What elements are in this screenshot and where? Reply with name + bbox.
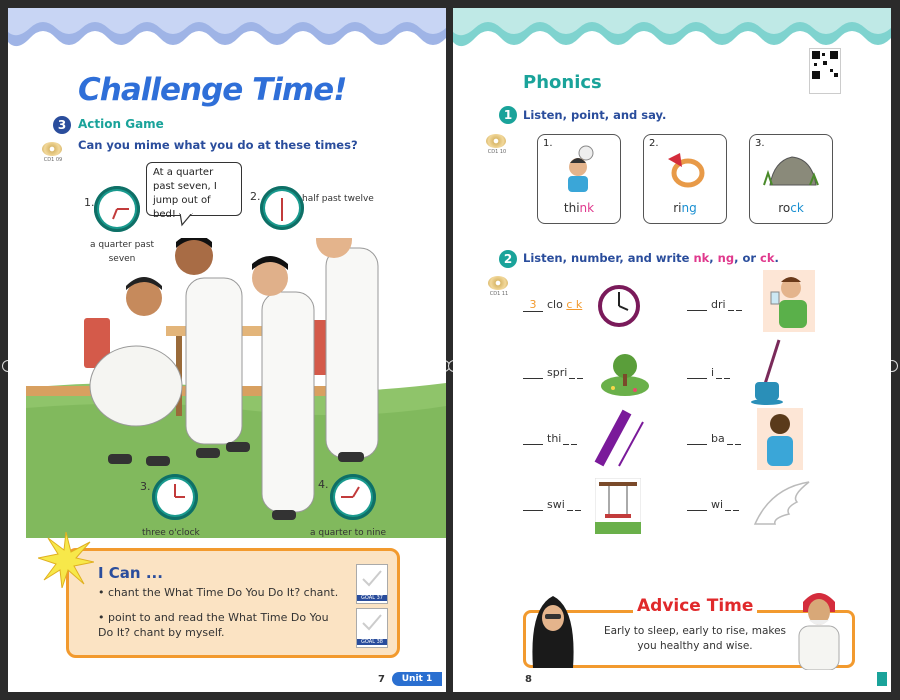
classroom-illustration <box>26 238 446 538</box>
ican-item-1 <box>98 586 348 599</box>
page-corner-marker <box>877 672 887 686</box>
woman-character-icon <box>523 588 583 668</box>
ican-item-1-text: chant the What Time Do You Do It? chant. <box>108 586 339 599</box>
advice-title: Advice Time <box>633 596 757 616</box>
page-title: Phonics <box>523 72 602 93</box>
ex1-number-badge: 1 <box>499 106 517 124</box>
answer-number: 3 <box>523 298 543 312</box>
phonics-card-rock[interactable] <box>749 134 833 224</box>
clock-1-label: a quarter past seven <box>89 240 155 264</box>
goal-38-checkbox[interactable] <box>356 608 388 648</box>
ex2-instruction: Listen, number, and write nk, ng, or ck. <box>523 251 779 265</box>
ink-bottle-picture <box>749 338 789 406</box>
card-word: rock <box>778 201 804 215</box>
audio-cd-icon[interactable]: CD1 11 <box>488 276 510 300</box>
clock-4-icon <box>330 474 376 520</box>
unit-label: Unit 1 <box>392 672 442 686</box>
page-number-left: 7 <box>378 674 385 685</box>
phonics-card-think[interactable] <box>537 134 621 224</box>
boy-drinking-picture <box>763 270 815 332</box>
clock-4-label: a quarter to nine <box>310 528 386 538</box>
spring-scene-picture <box>599 348 651 398</box>
card-number: 3. <box>755 138 765 149</box>
ican-item-2-text: point to and read the What Time Do You Do It? chant by myself. <box>98 611 329 639</box>
advice-text: Early to sleep, early to rise, makes you healthy and wise. <box>603 625 787 652</box>
boy-back-picture <box>757 408 803 470</box>
word-stem: spri <box>547 366 568 379</box>
clock-2-label: half past twelve <box>302 194 374 204</box>
exercise-row-clock[interactable] <box>523 298 582 312</box>
section-title: Action Game <box>78 117 164 131</box>
ican-title: I Can ... <box>98 564 163 582</box>
qr-code-icon[interactable] <box>809 48 841 94</box>
ican-item-2 <box>98 610 346 640</box>
clock-picture <box>598 284 640 328</box>
word-stem: ba <box>711 432 725 445</box>
exercise-row-drink[interactable] <box>687 298 742 311</box>
speech-bubble-tail <box>178 213 194 227</box>
ring-icon <box>662 149 708 189</box>
word-stem: dri <box>711 298 726 311</box>
answer-letters: c k <box>566 298 583 311</box>
word-stem: wi <box>711 498 724 511</box>
ex2-number-badge: 2 <box>499 250 517 268</box>
header-wave <box>8 8 446 58</box>
word-stem: thi <box>547 432 562 445</box>
word-stem: clo <box>547 298 563 311</box>
goal-37-checkbox[interactable] <box>356 564 388 604</box>
goal-38-label: GOAL 38 <box>357 639 387 645</box>
thinking-boy-icon <box>560 145 600 193</box>
exercise-row-swing[interactable] <box>523 498 581 511</box>
ex1-instruction: Listen, point, and say. <box>523 108 667 122</box>
exercise-row-thin[interactable] <box>523 432 577 445</box>
clock-4-number: 4. <box>318 478 329 491</box>
bullet: • <box>98 586 105 599</box>
audio-cd-icon[interactable]: CD1 10 <box>486 134 508 158</box>
wing-picture <box>751 478 813 534</box>
rock-icon <box>762 149 820 189</box>
clock-3-icon <box>152 474 198 520</box>
man-character-icon <box>789 582 849 670</box>
card-word: think <box>563 201 595 215</box>
clock-3-number: 3. <box>140 480 151 493</box>
goal-37-label: GOAL 37 <box>357 595 387 601</box>
speech-bubble <box>146 162 242 220</box>
card-number: 1. <box>543 138 553 149</box>
clock-3-label: three o'clock <box>142 528 200 538</box>
phonics-card-ring[interactable] <box>643 134 727 224</box>
bullet: • <box>98 611 105 624</box>
exercise-row-wing[interactable] <box>687 498 739 511</box>
thick-and-thin-lines-picture <box>589 408 645 470</box>
section-number-badge: 3 <box>53 116 71 134</box>
exercise-row-back[interactable] <box>687 432 741 445</box>
swing-picture <box>595 478 641 534</box>
word-stem: i <box>711 366 715 379</box>
clock-1-icon <box>94 186 140 232</box>
page-title: Challenge Time! <box>78 72 347 108</box>
sun-burst-icon <box>38 532 94 588</box>
mime-question: Can you mime what you do at these times? <box>78 138 358 152</box>
card-number: 2. <box>649 138 659 149</box>
speech-bubble-text: At a quarter past seven, I jump out of bed! <box>153 167 217 220</box>
left-page <box>8 8 446 692</box>
clock-1-number: 1. <box>84 196 95 209</box>
exercise-row-spring[interactable] <box>523 366 583 379</box>
exercise-row-ink[interactable] <box>687 366 730 379</box>
clock-2-number: 2. <box>250 190 261 203</box>
right-page <box>453 8 891 692</box>
audio-cd-icon[interactable]: CD1 09 <box>42 142 64 166</box>
card-word: ring <box>673 201 697 215</box>
word-stem: swi <box>547 498 565 511</box>
page-number-right: 8 <box>525 674 532 685</box>
clock-2-icon <box>260 186 304 230</box>
